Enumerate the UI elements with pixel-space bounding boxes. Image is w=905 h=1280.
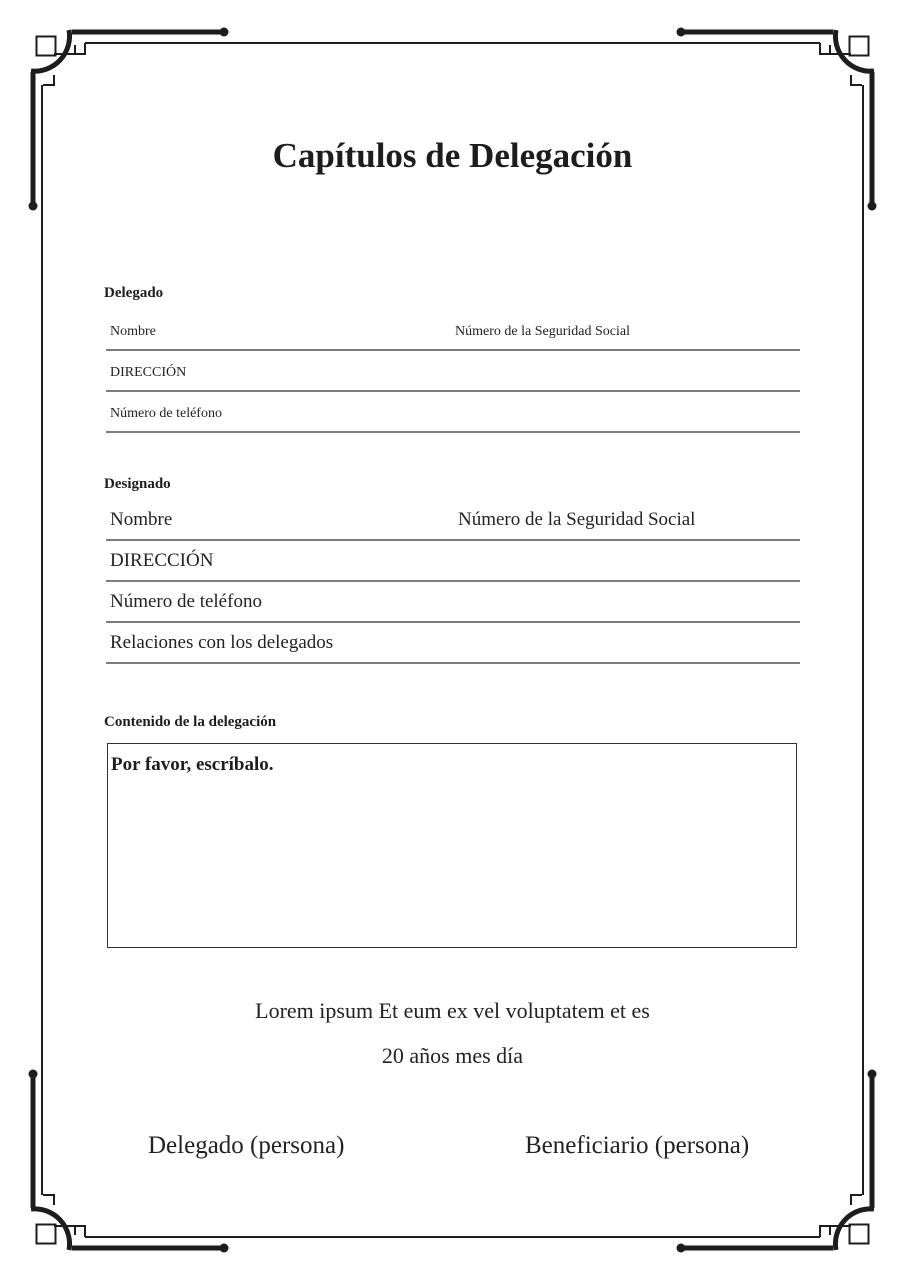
section-heading-delegado: Delegado	[104, 285, 164, 301]
designado-address-row[interactable]	[106, 541, 800, 582]
field-label-name: Nombre	[110, 509, 173, 530]
field-label-address: DIRECCIÓN	[110, 550, 214, 571]
designado-name-row[interactable]	[106, 503, 800, 541]
section-heading-designado: Designado	[104, 476, 171, 492]
section-heading-contenido: Contenido de la delegación	[104, 714, 277, 730]
designado-phone-row[interactable]	[106, 582, 800, 623]
delegation-content-textarea[interactable]	[107, 743, 797, 948]
field-label-name: Nombre	[110, 324, 156, 339]
field-label-phone: Número de teléfono	[110, 406, 222, 421]
field-label-address: DIRECCIÓN	[110, 365, 187, 380]
delegado-phone-row[interactable]	[106, 392, 800, 433]
field-label-ssn: Número de la Seguridad Social	[455, 324, 630, 339]
statement-text: Lorem ipsum Et eum ex vel voluptatem et es	[255, 998, 650, 1023]
date-line: 20 años mes día	[381, 1043, 524, 1068]
designado-relation-row[interactable]	[106, 623, 800, 664]
delegado-fields	[106, 313, 800, 433]
designado-fields	[106, 503, 800, 664]
delegado-name-row[interactable]	[106, 313, 800, 351]
document-title: Capítulos de Delegación	[272, 136, 633, 175]
signature-delegado: Delegado (persona)	[148, 1132, 345, 1159]
delegado-address-row[interactable]	[106, 351, 800, 392]
field-label-phone: Número de teléfono	[110, 591, 262, 612]
textarea-placeholder: Por favor, escríbalo.	[111, 754, 274, 775]
field-label-ssn: Número de la Seguridad Social	[458, 509, 696, 530]
signature-beneficiario: Beneficiario (persona)	[525, 1132, 750, 1159]
field-label-relation: Relaciones con los delegados	[110, 632, 334, 653]
